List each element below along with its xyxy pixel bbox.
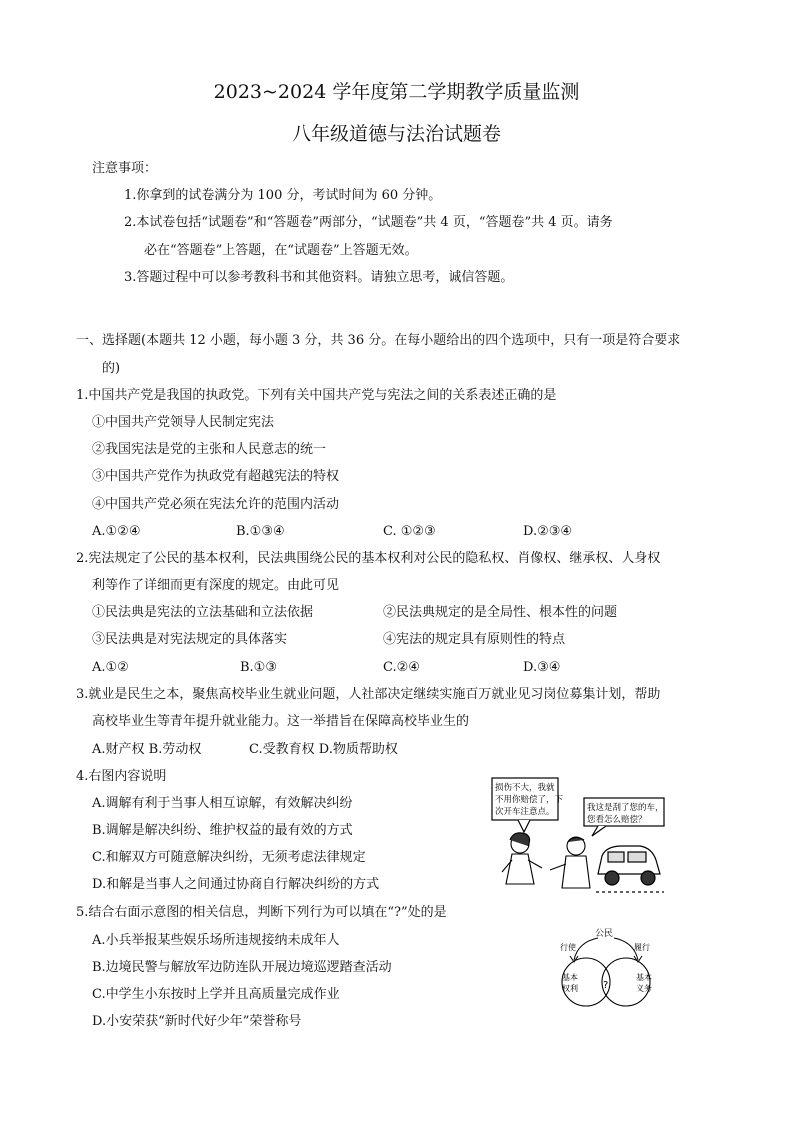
q5-option-a[interactable]: A.小兵举报某些娱乐场所违规接纳未成年人 bbox=[92, 933, 340, 948]
venn-left-arrow-label: 行使 bbox=[560, 943, 576, 952]
q3-options-cd[interactable]: C.受教育权 D.物质帮助权 bbox=[249, 742, 398, 757]
q1-option-a[interactable]: A.①②④ bbox=[92, 524, 141, 539]
q2-statement-3: ③民法典是对宪法规定的具体落实 bbox=[92, 632, 288, 647]
q4-option-a[interactable]: A.调解有利于当事人相互谅解，有效解决纠纷 bbox=[92, 796, 353, 811]
exam-subtitle: 八年级道德与法治试题卷 bbox=[291, 123, 501, 145]
q4-option-b[interactable]: B.调解是解决纠纷、维护权益的最有效的方式 bbox=[92, 823, 353, 838]
woman-figure bbox=[502, 833, 542, 884]
q3-options-ab[interactable]: A.财产权 B.劳动权 bbox=[92, 742, 202, 757]
q2-statement-4: ④宪法的规定具有原则性的特点 bbox=[383, 632, 566, 647]
q2-option-a[interactable]: A.①② bbox=[92, 660, 129, 675]
q4-cartoon-image bbox=[488, 776, 666, 900]
car-drawing bbox=[596, 846, 664, 892]
venn-right-line2: 义务 bbox=[636, 984, 652, 993]
q1-statement-2: ②我国宪法是党的主张和人民意志的统一 bbox=[92, 442, 327, 457]
man-figure bbox=[550, 837, 590, 888]
q1-statement-1: ①中国共产党领导人民制定宪法 bbox=[92, 415, 275, 430]
notice-item-1: 1.你拿到的试卷满分为 100 分，考试时间为 60 分钟。 bbox=[124, 188, 442, 203]
notice-heading: 注意事项： bbox=[92, 161, 158, 176]
q1-stem: 1.中国共产党是我国的执政党。下列有关中国共产党与宪法之间的关系表述正确的是 bbox=[76, 388, 557, 403]
notice-item-3: 3.答题过程中可以参考教科书和其他资料。请独立思考，诚信答题。 bbox=[124, 270, 514, 285]
left-bubble-line3: 次开车注意点。 bbox=[495, 807, 555, 817]
q5-option-c[interactable]: C.中学生小东按时上学并且高质量完成作业 bbox=[92, 987, 340, 1002]
q3-stem-line2: 高校毕业生等青年提升就业能力。这一举措旨在保障高校毕业生的 bbox=[92, 714, 470, 729]
venn-top-label: 公民 bbox=[595, 929, 614, 939]
q5-option-d[interactable]: D.小安荣获“新时代好少年”荣誉称号 bbox=[92, 1014, 302, 1029]
q2-option-b[interactable]: B.①③ bbox=[240, 660, 277, 675]
q2-option-d[interactable]: D.③④ bbox=[523, 660, 561, 675]
q2-option-c[interactable]: C.②④ bbox=[383, 660, 420, 675]
q1-option-b[interactable]: B.①③④ bbox=[236, 524, 285, 539]
q1-statement-3: ③中国共产党作为执政党有超越宪法的特权 bbox=[92, 469, 340, 484]
q3-stem-line1: 3.就业是民生之本，聚焦高校毕业生就业问题，人社部决定继续实施百万就业见习岗位募集计划，帮助 bbox=[76, 687, 661, 702]
q5-stem: 5.结合右面示意图的相关信息，判断下列行为可以填在“?”处的是 bbox=[76, 905, 447, 920]
q4-stem: 4.右图内容说明 bbox=[76, 769, 167, 784]
section-heading-line2: 的) bbox=[102, 361, 121, 376]
q2-statement-2: ②民法典规定的是全局性、根本性的问题 bbox=[383, 605, 618, 620]
duties-circle bbox=[602, 958, 650, 1006]
venn-center-mark: ? bbox=[603, 980, 609, 991]
q1-option-d[interactable]: D.②③④ bbox=[523, 524, 573, 539]
venn-right-line1: 基本 bbox=[636, 973, 652, 982]
section-heading-line1: 一、选择题(本题共 12 小题，每小题 3 分，共 36 分。在每小题给出的四个选项中，只有一项是符合要求 bbox=[76, 333, 681, 348]
q5-venn-diagram bbox=[548, 926, 666, 1008]
q1-option-c[interactable]: C. ①②③ bbox=[383, 524, 436, 539]
right-bubble-line2: 您看怎么赔偿？ bbox=[587, 815, 647, 825]
venn-left-line1: 基本 bbox=[562, 973, 578, 982]
q1-statement-4: ④中国共产党必须在宪法允许的范围内活动 bbox=[92, 497, 340, 512]
q2-stem-line2: 利等作了详细而更有深度的规定。由此可见 bbox=[92, 578, 340, 593]
venn-left-line2: 权利 bbox=[562, 984, 578, 993]
q4-option-d[interactable]: D.和解是当事人之间通过协商自行解决纠纷的方式 bbox=[92, 877, 380, 892]
q5-option-b[interactable]: B.边境民警与解放军边防连队开展边境巡逻踏查活动 bbox=[92, 960, 392, 975]
left-bubble-line1: 损伤不大，我就 bbox=[495, 783, 555, 793]
notice-item-2b: 必在“答题卷”上答题，在“试题卷”上答题无效。 bbox=[144, 243, 418, 258]
right-bubble-line1: 我这是刮了您的车， bbox=[587, 803, 664, 813]
notice-item-2a: 2.本试卷包括“试题卷”和“答题卷”两部分，“试题卷”共 4 页，“答题卷”共 4 页。请务 bbox=[124, 215, 613, 230]
q2-stem-line1: 2.宪法规定了公民的基本权利，民法典围绕公民的基本权利对公民的隐私权、肖像权、继承权、人身权 bbox=[76, 551, 661, 566]
q2-statement-1: ①民法典是宪法的立法基础和立法依据 bbox=[92, 605, 314, 620]
q4-option-c[interactable]: C.和解双方可随意解决纠纷，无须考虑法律规定 bbox=[92, 850, 366, 865]
venn-right-arrow-label: 履行 bbox=[634, 943, 650, 952]
left-bubble-line2: 不用你赔偿了，下 bbox=[495, 795, 564, 805]
exam-title: 2023~2024 学年度第二学期教学质量监测 bbox=[213, 81, 580, 103]
